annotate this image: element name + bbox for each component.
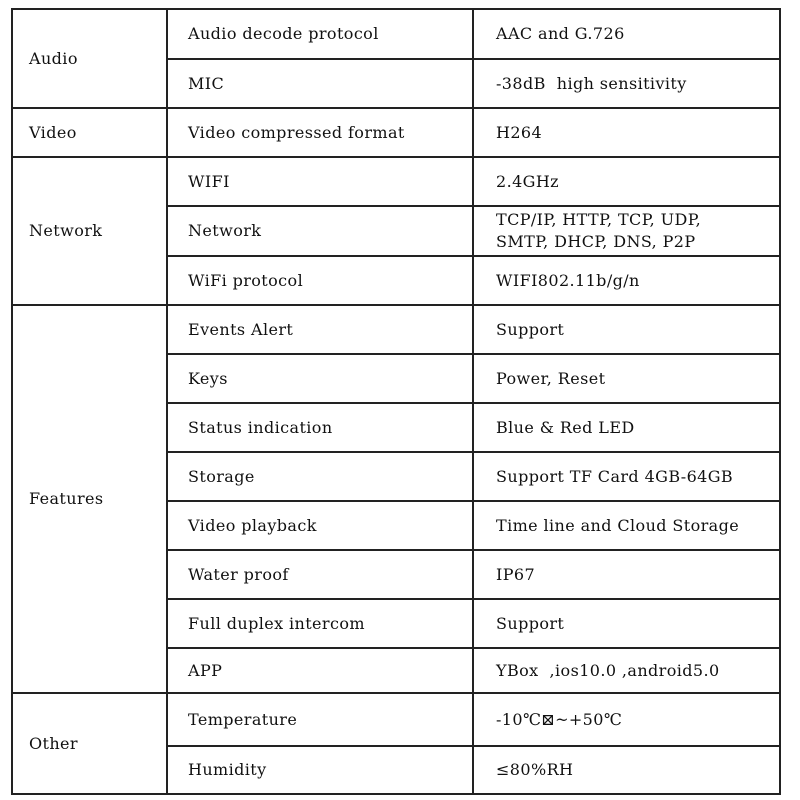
spec-value: TCP/IP, HTTP, TCP, UDP, SMTP, DHCP, DNS, P2P [473,206,780,256]
spec-item: MIC [167,59,473,108]
spec-value: 2.4GHz [473,157,780,206]
spec-value: Power, Reset [473,354,780,403]
table-row [12,108,780,157]
spec-value: YBox ,ios10.0 ,android5.0 [473,648,780,693]
spec-value: Support [473,599,780,648]
spec-item: Humidity [167,746,473,794]
category-video: Video [12,108,167,157]
spec-value: -10℃⊠~+50℃ [473,693,780,746]
table-row [12,305,780,354]
spec-value: -38dB high sensitivity [473,59,780,108]
spec-table [11,8,781,795]
spec-item: Water proof [167,550,473,599]
spec-value: Support TF Card 4GB-64GB [473,452,780,501]
spec-item: Full duplex intercom [167,599,473,648]
spec-value: AAC and G.726 [473,9,780,59]
table-row [12,157,780,206]
spec-item: APP [167,648,473,693]
spec-value: IP67 [473,550,780,599]
category-features: Features [12,305,167,693]
spec-value: Blue & Red LED [473,403,780,452]
category-network: Network [12,157,167,305]
spec-item: WIFI [167,157,473,206]
spec-value: Support [473,305,780,354]
spec-item: Video compressed format [167,108,473,157]
category-audio: Audio [12,9,167,108]
category-other: Other [12,693,167,794]
spec-value: Time line and Cloud Storage [473,501,780,550]
spec-value: WIFI802.11b/g/n [473,256,780,305]
spec-item: Video playback [167,501,473,550]
spec-item: Temperature [167,693,473,746]
spec-item: Storage [167,452,473,501]
spec-item: WiFi protocol [167,256,473,305]
spec-item: Status indication [167,403,473,452]
table-row [12,9,780,59]
spec-item: Network [167,206,473,256]
spec-value: ≤80%RH [473,746,780,794]
table-row [12,693,780,746]
spec-item: Audio decode protocol [167,9,473,59]
spec-item: Keys [167,354,473,403]
spec-item: Events Alert [167,305,473,354]
spec-value: H264 [473,108,780,157]
